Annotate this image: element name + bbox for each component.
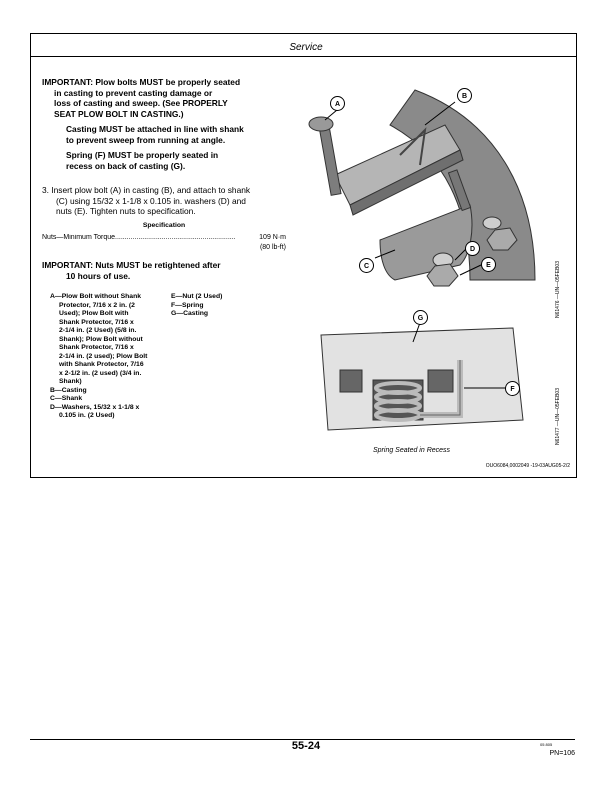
important-note-1 xyxy=(42,77,302,171)
legend-item: Shank); Plow Bolt without xyxy=(59,335,143,343)
page-header-title: Service xyxy=(289,42,323,53)
figure2-code: N61477 —UN—05FEB03 xyxy=(555,388,561,445)
legend-item: Used); Plow Bolt with xyxy=(59,310,129,317)
specification-block xyxy=(42,222,286,251)
important1-line: SEAT PLOW BOLT IN CASTING.) xyxy=(54,108,184,119)
step-3 xyxy=(42,185,302,217)
washer xyxy=(483,217,501,229)
important1-line: IMPORTANT: Plow bolts MUST be properly seated xyxy=(42,77,241,87)
spec-label: Nuts—Minimum Torque xyxy=(42,234,116,241)
spec-value-imperial: (80 lb-ft) xyxy=(259,244,286,251)
legend-item: 2-1/4 in. (2 used); Plow Bolt xyxy=(59,352,148,360)
callout-b: B xyxy=(457,88,472,103)
callout-c: C xyxy=(359,258,374,273)
figure-plow-bolt-assembly xyxy=(295,80,545,295)
legend-item: 0.105 in. (2 Used) xyxy=(59,412,115,419)
part-number: PN=106 xyxy=(549,750,575,757)
legend-item: Protector, 7/16 x 2 in. (2 xyxy=(59,301,135,309)
document-reference: OUO6084,0002049 -19-03AUG05-2/2 xyxy=(485,463,570,469)
figure-spring-recess xyxy=(318,320,528,435)
legend-item: Shank Protector, 7/16 x xyxy=(59,344,134,351)
step3-line: (C) using 15/32 x 1-1/8 x 0.105 in. washers (D) and xyxy=(56,195,246,206)
callout-g: G xyxy=(413,310,428,325)
step3-line: 3. Insert plow bolt (A) in casting (B), and attach to shank xyxy=(42,185,251,195)
spec-leader-dots: .............................................................. xyxy=(115,234,236,241)
legend-column-2 xyxy=(171,293,281,319)
important1-line: Casting MUST be attached in line with shank xyxy=(66,124,244,134)
callout-f: F xyxy=(505,381,520,396)
callout-a: A xyxy=(330,96,345,111)
bolt-hole xyxy=(340,370,362,392)
plow-bolt-head xyxy=(309,117,333,131)
plow-bolt xyxy=(319,125,341,196)
footer-small-code: 05 805 xyxy=(540,742,553,747)
legend-item: Shank) xyxy=(59,378,82,385)
important-note-2 xyxy=(42,260,302,281)
important1-line: loss of casting and sweep. (See PROPERLY xyxy=(54,98,228,108)
page-number: 55-24 xyxy=(291,740,321,752)
important1-line: Spring (F) MUST be properly seated in xyxy=(66,150,219,160)
legend-item: C—Shank xyxy=(50,395,83,402)
figure1-code: N61476 —UN—05FEB03 xyxy=(555,261,561,318)
legend-item: x 2-1/2 in. (2 used) (3/4 in. xyxy=(59,369,142,377)
figure2-caption: Spring Seated in Recess xyxy=(373,447,451,454)
important2-line: 10 hours of use. xyxy=(66,270,131,281)
important1-line: recess on back of casting (G). xyxy=(66,160,186,171)
legend-item: G—Casting xyxy=(171,310,209,317)
legend-item: 2-1/4 in. (2 Used) (5/8 in. xyxy=(59,327,137,334)
casting-shape xyxy=(380,205,472,280)
legend-item: B—Casting xyxy=(50,386,87,394)
spec-heading: Specification xyxy=(142,222,186,229)
legend-column-1 xyxy=(50,293,175,421)
legend-item: D—Washers, 15/32 x 1-1/8 x xyxy=(50,403,140,411)
important1-line: in casting to prevent casting damage or xyxy=(54,87,213,98)
legend-item: with Shank Protector, 7/16 xyxy=(59,361,144,368)
callout-e: E xyxy=(481,257,496,272)
step3-line: nuts (E). Tighten nuts to specification. xyxy=(56,206,196,216)
bolt-hole-2 xyxy=(428,370,453,392)
important2-line: IMPORTANT: Nuts MUST be retightened after xyxy=(42,260,221,270)
legend-item: E—Nut (2 Used) xyxy=(171,293,223,300)
leader-a xyxy=(325,110,337,120)
legend-item: F—Spring xyxy=(171,301,204,309)
legend-item: A—Plow Bolt without Shank xyxy=(50,293,141,300)
legend-item: Shank Protector, 7/16 x xyxy=(59,318,134,326)
important1-line: to prevent sweep from running at angle. xyxy=(66,134,226,145)
callout-d: D xyxy=(465,241,480,256)
spec-value: 109 N·m xyxy=(259,234,286,241)
